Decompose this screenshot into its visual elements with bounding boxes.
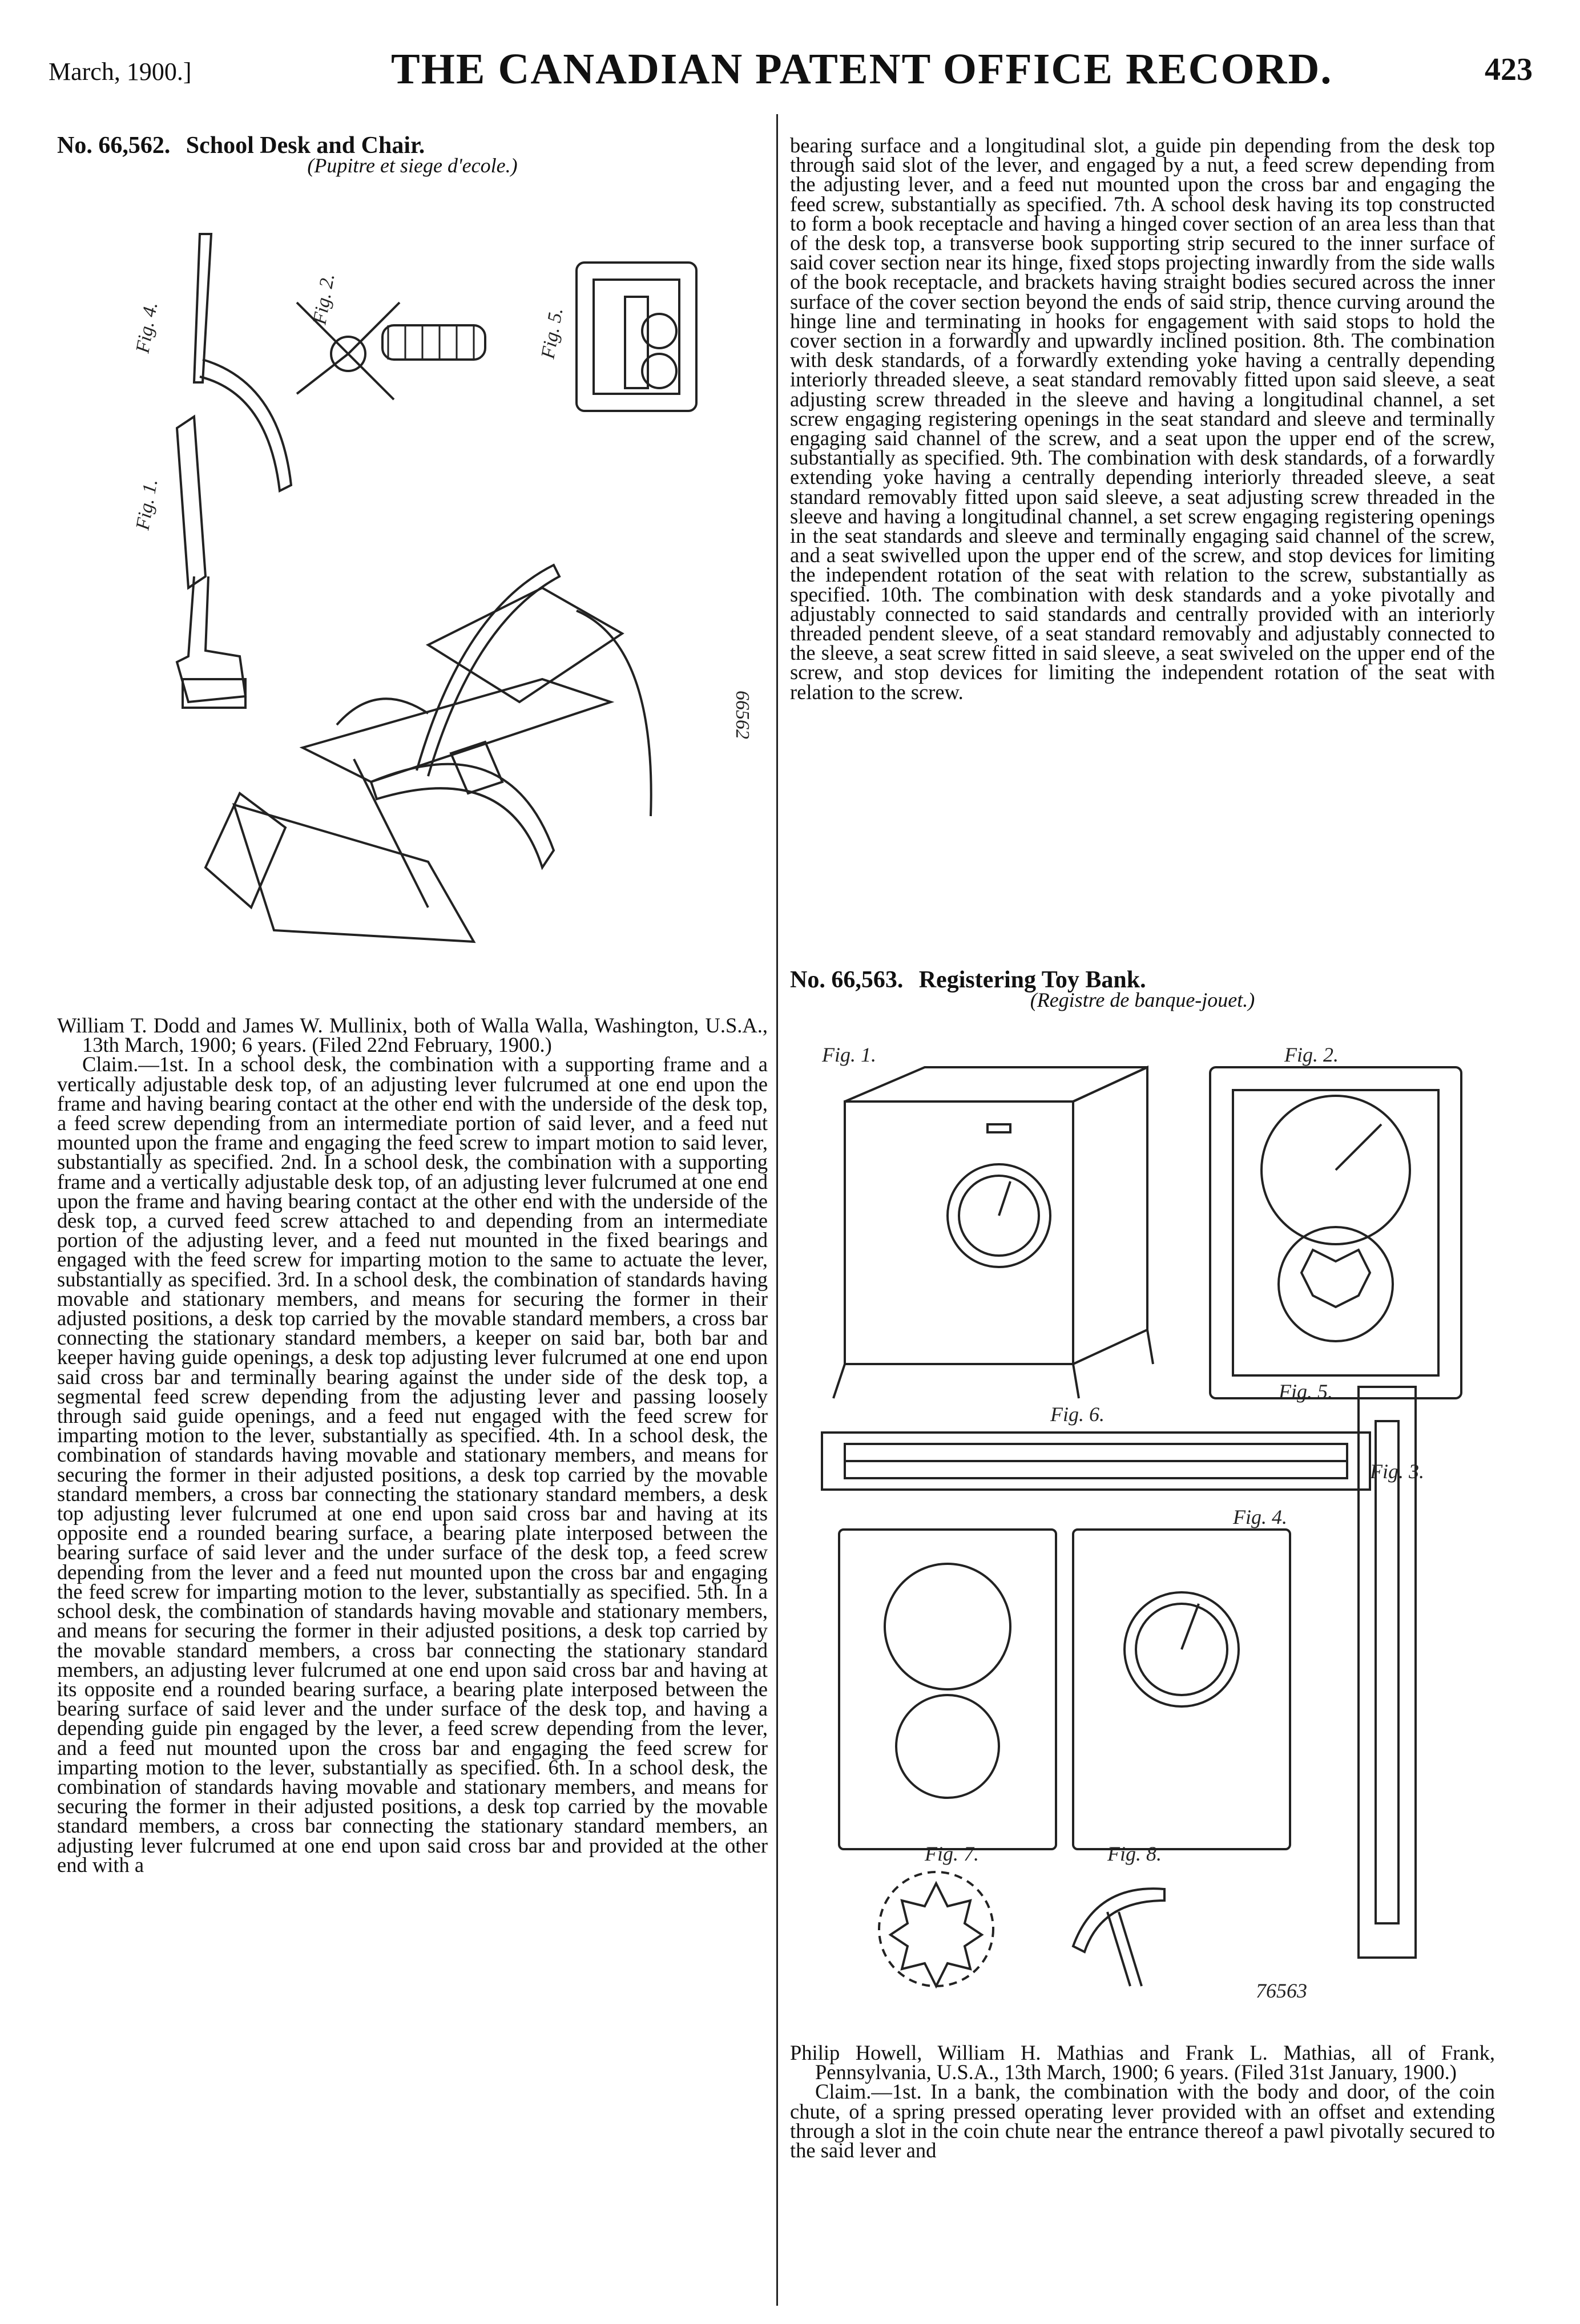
running-header — [49, 45, 1533, 107]
school-desk-svg — [108, 211, 765, 947]
school-desk-drawing — [108, 211, 765, 947]
fig-label: Fig. 6. — [1050, 1403, 1105, 1426]
patent-66562-claims-continued: bearing surface and a longitudinal slot, a guide pin depending from the desk top through said slot of the lever, and engaged by a nut, a feed screw depending from the adjusting lever, and a feed nut mounted upon the cross bar and engaging the feed screw, substantially as specified. 7th. A school desk having its top constructed to form a book receptacle and having a hinged cover section of an area less than that of the desk top, a transverse book supporting strip secured to the inner surface of said cover section near its hinge, fixed stops projecting inwardly from the side walls of the book receptacle, and brackets having straight bodies secured across the inner surface of the cover section beyond the ends of said strip, thence curving around the hinge line and terminating in hooks for engagement with said stops to hold the cover section in a forwardly and upwardly inclined position. 8th. The combination with desk standards, of a forwardly extending yoke having a centrally depending interiorly threaded sleeve, a seat standard removably fitted upon said sleeve, a seat adjusting screw threaded in the sleeve and having a longitudinal channel, a set screw engaging registering openings in the seat standard and sleeve and terminally engaging said channel of the screw, and a seat upon the upper end of the screw, substantially as specified. 9th. The combination with desk standards, of a forwardly extending yoke having a centrally depending interiorly threaded sleeve, a seat standard removably fitted upon said sleeve, a seat adjusting screw threaded in the sleeve and having a longitudinal channel, a set screw engaging registering openings in the seat standards and sleeve and terminally engaging said channel of the screw, and a seat swivelled upon the upper end of the screw, and stop devices for limiting the independent rotation of the seat with relation to the screw, substantially as specified. 10th. The combination with desk standards and a yoke pivotally and adjustably connected to said standards and centrally provided with an interiorly threaded pendent sleeve, of a seat standard removably and adjustably connected to the sleeve, a seat screw fitted in said sleeve, a seat swiveled on the upper end of the screw, and stop devices for limiting the independent rotation of the seat with relation to the screw. — [790, 134, 1495, 704]
patent-title: Registering Toy Bank. — [918, 967, 1146, 993]
fig-label: Fig. 2. — [309, 272, 339, 326]
patent-66562-heading — [57, 132, 768, 159]
fig-label: Fig. 5. — [1279, 1380, 1333, 1403]
drawing-number: 66562 — [732, 691, 753, 739]
patent-66563-claims: Claim.—1st. In a bank, the combination with the body and door, of the coin chute, of a spring pressed operating lever provided with an offset and extending through a slot in the coin chute near the entrance thereof a pawl pivotally secured to the said lever and — [790, 2080, 1495, 2162]
toy-bank-svg — [811, 1044, 1513, 2009]
patent-subtitle: (Pupitre et siege d'ecole.) — [307, 154, 518, 177]
fig-label: Fig. 4. — [1233, 1506, 1287, 1528]
issue-date: March, 1900.] — [49, 58, 192, 86]
fig-label: Fig. 1. — [132, 477, 162, 532]
patent-number: No. 66,562. — [57, 132, 171, 159]
patent-66563-inventors: Philip Howell, William H. Mathias and Frank L. Mathias, all of Frank, Pennsylvania, U.S.A., 13th March, 1900; 6 years. (Filed 31st January, 1900.) — [790, 2041, 1495, 2084]
column-divider — [776, 114, 778, 2306]
patent-subtitle: (Registre de banque-jouet.) — [1030, 988, 1255, 1012]
journal-title: THE CANADIAN PATENT OFFICE RECORD. — [391, 45, 1333, 93]
page-number: 423 — [1485, 52, 1533, 87]
patent-title: School Desk and Chair. — [186, 132, 425, 159]
fig-label: Fig. 5. — [537, 306, 567, 361]
fig-label: Fig. 2. — [1284, 1044, 1339, 1066]
toy-bank-drawing — [811, 1044, 1513, 2009]
patent-66562-claims: Claim.—1st. In a school desk, the combination with a supporting frame and a vertically adjustable desk top, of an adjusting lever fulcrumed at one end upon the frame and having bearing contact at the other end with the underside of the desk top, a feed screw depending from an intermediate portion of said lever, and a feed nut mounted upon the frame and engaging the feed screw to impart motion to said lever, substantially as specified. 2nd. In a school desk, the combination with a supporting frame and a vertically adjustable desk top, of an adjusting lever fulcrumed at one end upon the frame and having bearing contact at the other end with the underside of the desk top, a curved feed screw attached to and depending from an intermediate portion of the adjusting lever, and a feed nut mounted in the fixed bearings and engaged with the feed screw for imparting motion to the same to actuate the lever, substantially as specified. 3rd. In a school desk, the combination of standards having movable and stationary members, and means for securing the former in their adjusted positions, a desk top carried by the movable standard members, a cross bar connecting the stationary standard members, a keeper on said bar, both bar and keeper having guide openings, a desk top adjusting lever fulcrumed at one end upon said cross bar and terminally bearing against the under side of the desk top, a segmental feed screw depending from the adjusting lever and passing loosely through said guide openings, and a feed nut engaged with the feed screw for imparting motion to the lever, substantially as specified. 4th. In a school desk, the combination of standards having movable and stationary members, and means for securing the former in their adjusted positions, a desk top carried by the movable standard members, a cross bar connecting the stationary standard members, a desk top adjusting lever fulcrumed at one end upon said cross bar and having at its opposite end a rounded bearing surface, a bearing plate interposed between the bearing surface of said lever and the under surface of the desk top, a feed screw depending from the lever and a feed nut mounted upon the cross bar and engaging the feed screw for imparting motion to the lever, substantially as specified. 5th. In a school desk, the combination of standards having movable and stationary members, and means for securing the former in their adjusted positions, a desk top carried by the movable standard members, a cross bar connecting the stationary standard members, an adjusting lever fulcrumed at one end upon said cross bar and having at its opposite end a rounded bearing surface, a bearing plate interposed between the bearing surface of said lever and the under surface of the desk top, and having a depending guide pin engaged by the lever, a feed screw depending from the lever, and a feed nut mounted upon the cross bar and engaging the feed screw for imparting motion to the lever, substantially as specified. 6th. In a school desk, the combination of standards having movable and stationary members, and means for securing the former in their adjusted positions, a desk top carried by the movable standard members, a cross bar connecting the stationary standard members, an adjusting lever fulcrumed at one end upon said cross bar and provided at the other end with a — [57, 1052, 768, 1877]
left-column — [57, 132, 768, 177]
patent-number: No. 66,563. — [790, 967, 904, 993]
fig-label: Fig. 4. — [132, 300, 162, 355]
patent-66562-inventors: William T. Dodd and James W. Mullinix, both of Walla Walla, Washington, U.S.A., 13th March, 1900; 6 years. (Filed 22nd February, 1900.) — [57, 1014, 768, 1057]
right-column-text-top — [790, 136, 1495, 702]
drawing-number: 76563 — [1256, 1979, 1307, 2002]
left-column-text — [57, 1016, 768, 1875]
right-column-text-bottom — [790, 2043, 1495, 2160]
fig-label: Fig. 7. — [925, 1842, 979, 1865]
fig-label: Fig. 3. — [1370, 1460, 1424, 1483]
right-column-heading — [790, 967, 1495, 1012]
fig-label: Fig. 8. — [1107, 1842, 1162, 1865]
fig-label: Fig. 1. — [822, 1044, 876, 1066]
patent-66563-heading — [790, 967, 1495, 993]
